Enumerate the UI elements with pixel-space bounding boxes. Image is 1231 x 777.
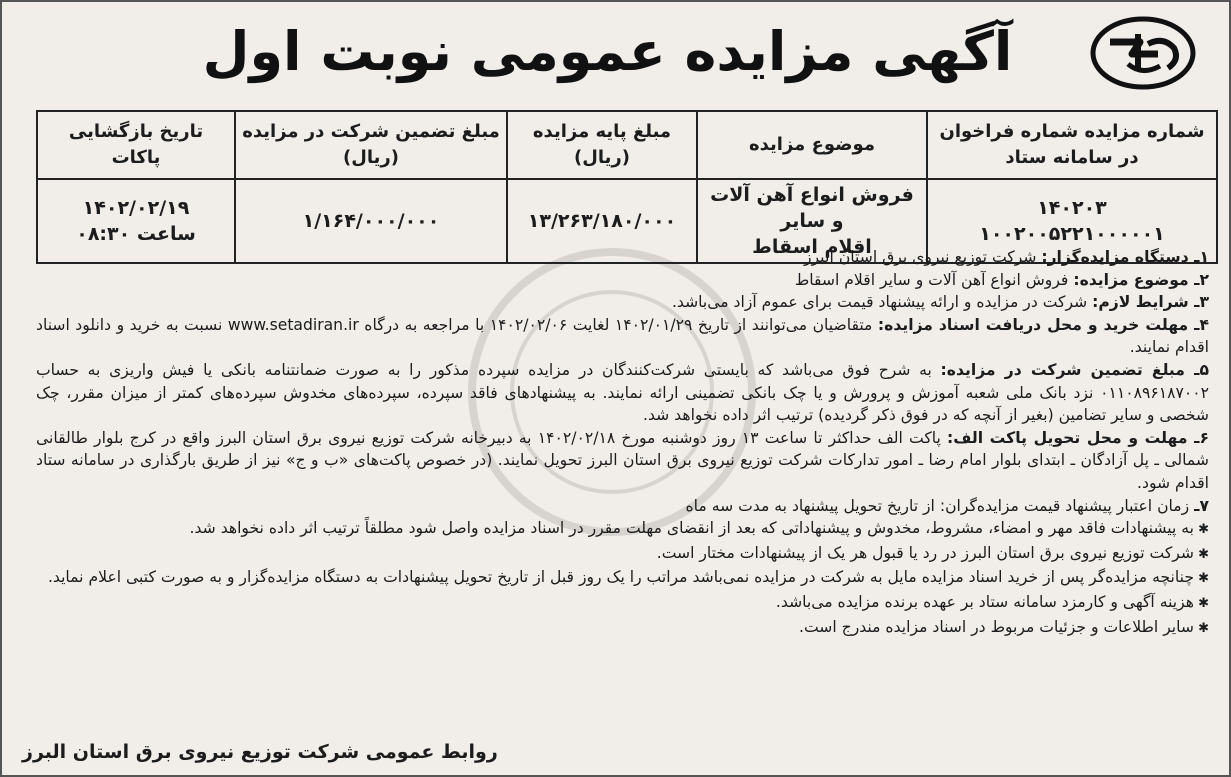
list-item: ✱ هزینه آگهی و کارمزد سامانه ستاد بر عهده برنده مزایده می‌باشد. — [775, 592, 1209, 611]
list-item: ✱ سایر اطلاعات و جزئیات مربوط در اسناد مزایده مندرج است. — [799, 617, 1209, 636]
cell-opening-date: ۱۴۰۲/۰۲/۱۹ ساعت ۰۸:۳۰ — [37, 179, 235, 263]
list-item: ✱ به پیشنهادات فاقد مهر و امضاء، مشروط، مخدوش و پیشنهاداتی که بعد از انقضای مهلت مقرر در اسناد مزایده واصل شود مطلقاً ترتیب اثر داده نخواهد شد. — [189, 519, 1209, 538]
power-distribution-logo-icon — [1088, 14, 1198, 92]
cell-base-price: ۱۳/۲۶۳/۱۸۰/۰۰۰ — [507, 179, 697, 263]
cell-auction-subject: فروش انواع آهن آلات و سایر اقلام اسقاط — [697, 179, 927, 263]
auction-info-table — [36, 110, 1218, 264]
advertisement-body — [36, 246, 1209, 640]
bullet-icon: ✱ — [1193, 522, 1209, 538]
paragraph-conditions: ۳ـ شرایط لازم: شرکت در مزایده و ارائه پیشنهاد قیمت برای عموم آزاد می‌باشد. — [671, 293, 1209, 312]
header-auction-subject: موضوع مزایده — [697, 111, 927, 179]
header-guarantee-amount: مبلغ تضمین شرکت در مزایده (ریال) — [235, 111, 507, 179]
footer-signature: روابط عمومی شرکت توزیع نیروی برق استان البرز — [22, 741, 498, 763]
header-opening-date: تاریخ بازگشایی پاکات — [37, 111, 235, 179]
paragraph-validity: ۷ـ زمان اعتبار پیشنهاد قیمت مزایده‌گران: از تاریخ تحویل پیشنهاد به مدت سه ماه — [685, 496, 1209, 515]
list-item: ✱ چنانچه مزایده‌گر پس از خرید اسناد مزایده مایل به شرکت در مزایده نمی‌باشد مراتب را یک روز قبل از تاریخ تحویل پیشنهادات به دستگاه مزایده‌گزار و به صورت کتبی اعلام نماید. — [47, 568, 1209, 587]
paragraph-guarantee: ۵ـ مبلغ تضمین شرکت در مزایده: به شرح فوق می‌باشد که بایستی شرکت‌کنندگان در مزایده سپرده مذکور را به صورت ضمانتنامه بانکی یا فیش واریزی به حساب ۰۱۱۰۸۹۶۱۸۷۰۰۲ نزد بانک ملی شعبه آموزش و پرورش و یا چک بانکی تضمینی ارائه نمایند. به پیشنهادهای فاقد سپرده، سپرده‌های مخدوش سپرده‌های کمتر از میزان مقرر، چک شخصی و سایر تضامین (بغیر از آنچه که در فوق ذکر گردیده) ترتیب اثر داده نخواهد شد. — [36, 360, 1209, 425]
bullet-icon: ✱ — [1193, 595, 1209, 611]
bullet-icon: ✱ — [1193, 546, 1209, 562]
paragraph-delivery: ۶ـ مهلت و محل تحویل پاکت الف: پاکت الف حداکثر تا ساعت ۱۳ روز دوشنبه مورخ ۱۴۰۲/۰۲/۱۸ به دبیرخانه شرکت توزیع نیروی برق استان البرز واقع در کرج بلوار طالقانی شمالی ـ پل آزادگان ـ ابتدای بلوار امام رضا ـ امور تدارکات شرکت توزیع نیروی برق استان البرز تحویل نمایند. (در خصوص پاکت‌های «ب و ج» نیز از طریق بارگذاری در سامانه ستاد اقدام شود. — [36, 428, 1209, 492]
paragraph-organizer: ۱ـ دستگاه مزایده‌گزار: شرکت توزیع نیروی برق استان البرز — [803, 248, 1209, 266]
header-auction-number: شماره مزایده شماره فراخوان در سامانه ستاد — [927, 111, 1217, 179]
cell-auction-number: ۱۴۰۲۰۳ ۱۰۰۲۰۰۵۲۲۱۰۰۰۰۰۱ — [927, 179, 1217, 263]
bullet-icon: ✱ — [1193, 571, 1209, 587]
header-base-price: مبلغ پایه مزایده (ریال) — [507, 111, 697, 179]
bullet-icon: ✱ — [1193, 620, 1209, 636]
paragraph-document-deadline: ۴ـ مهلت خرید و محل دریافت اسناد مزایده: متقاضیان می‌توانند از تاریخ ۱۴۰۲/۰۱/۲۹ لغایت ۱۴۰۲/۰۲/۰۶ با مراجعه به درگاه www.setadiran.ir نسبت به خرید و دانلود اسناد اقدام نمایند. — [36, 315, 1209, 357]
list-item: ✱ شرکت توزیع نیروی برق استان البرز در رد یا قبول هر یک از پیشنهادات مختار است. — [656, 543, 1209, 562]
header — [2, 2, 1231, 102]
paragraph-subject: ۲ـ موضوع مزایده: فروش انواع آهن آلات و سایر اقلام اسقاط — [794, 270, 1209, 289]
table-header-row — [37, 111, 1217, 179]
page-title: آگهی مزایده عمومی نوبت اول — [202, 20, 1013, 83]
cell-guarantee-amount: ۱/۱۶۴/۰۰۰/۰۰۰ — [235, 179, 507, 263]
